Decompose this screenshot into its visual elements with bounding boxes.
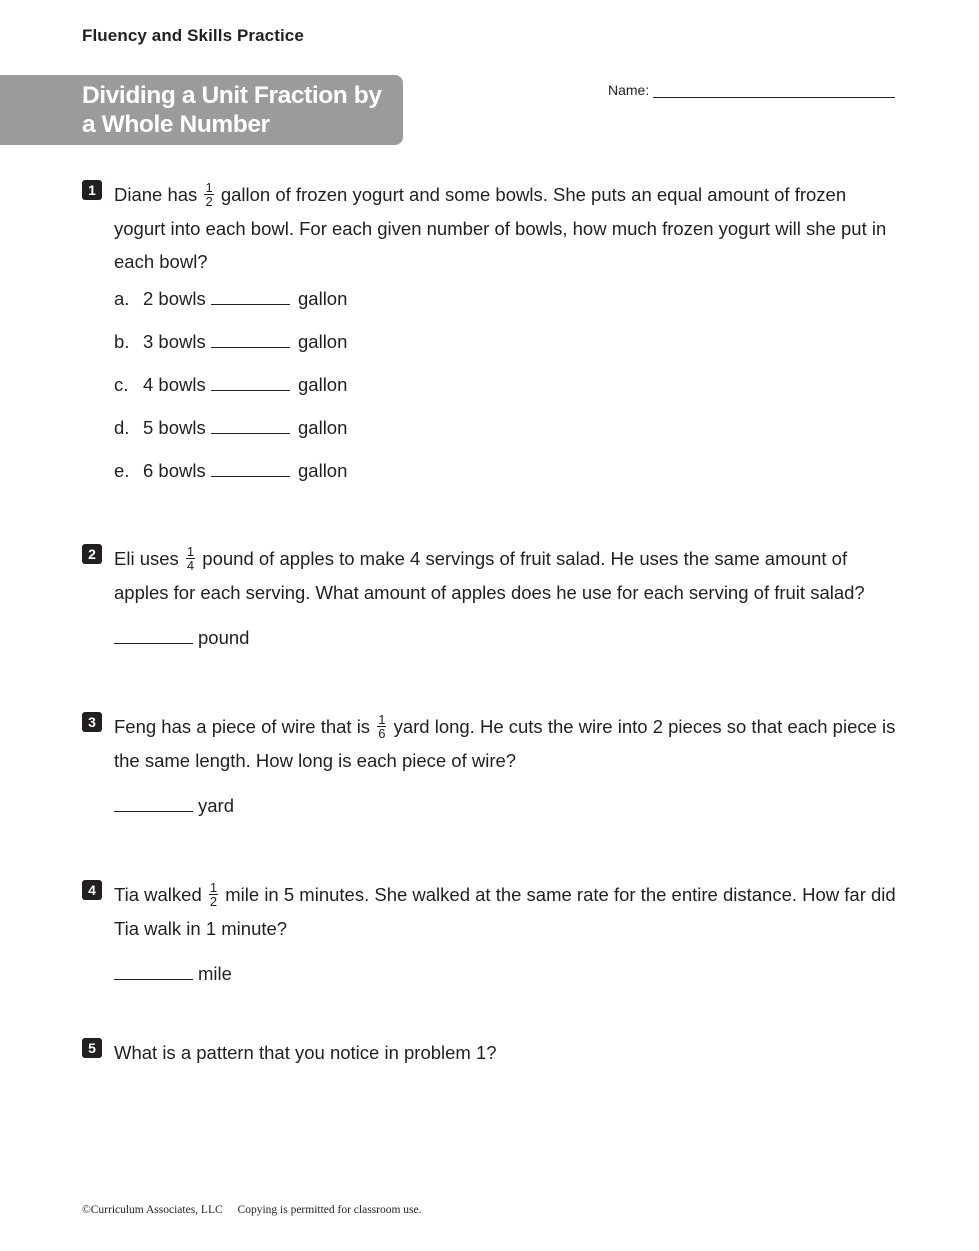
part-b	[114, 331, 897, 374]
part-letter: e.	[114, 459, 130, 481]
part-label: 2 bowls	[143, 287, 206, 309]
part-letter: c.	[114, 373, 129, 395]
problem-2	[82, 542, 897, 649]
section-label: Fluency and Skills Practice	[82, 26, 304, 45]
copyright: ©Curriculum Associates, LLC	[82, 1204, 223, 1216]
fraction-numerator: 1	[209, 879, 218, 895]
permission-note: Copying is permitted for classroom use.	[237, 1204, 422, 1216]
fraction-denominator: 6	[378, 725, 386, 741]
fraction-numerator: 1	[186, 543, 195, 559]
answer-unit: pound	[198, 627, 250, 648]
answer-blank[interactable]	[211, 461, 290, 477]
title-line-2: a Whole Number	[82, 111, 270, 138]
part-label: 3 bowls	[143, 330, 206, 352]
fraction	[209, 881, 218, 908]
part-unit: gallon	[298, 459, 348, 481]
part-letter: d.	[114, 416, 130, 438]
name-label: Name:	[608, 82, 650, 98]
fraction-numerator: 1	[205, 179, 213, 195]
part-e	[114, 460, 897, 503]
problem-number-badge: 1	[82, 180, 102, 200]
problem-4	[82, 878, 897, 985]
problem-text-before: Feng has a piece of wire that is	[114, 716, 371, 737]
page-title	[0, 75, 403, 145]
part-a	[114, 288, 897, 331]
name-input-line[interactable]	[653, 83, 895, 98]
answer-row	[114, 963, 897, 985]
problem-text	[114, 710, 897, 777]
problem-3	[82, 710, 897, 817]
answer-row	[114, 795, 897, 817]
part-letter: a.	[114, 287, 130, 309]
part-label: 6 bowls	[143, 459, 206, 481]
answer-blank[interactable]	[114, 628, 193, 644]
problem-text-after: pound of apples to make 4 servings of fruit salad. He uses the same amount of apples for each serving. What amount of apples does he use for each serving of fruit salad?	[114, 548, 865, 603]
problem-text	[114, 542, 897, 609]
fraction-denominator: 4	[186, 557, 195, 573]
part-unit: gallon	[298, 287, 348, 309]
part-label: 4 bowls	[143, 373, 206, 395]
answer-blank[interactable]	[114, 964, 193, 980]
fraction-numerator: 1	[378, 711, 386, 727]
problem-number-badge: 4	[82, 880, 102, 900]
part-unit: gallon	[298, 330, 348, 352]
answer-unit: yard	[198, 795, 234, 816]
problem-text-before: Tia walked	[114, 884, 202, 905]
fraction	[377, 713, 386, 740]
problem-text-after: gallon of frozen yogurt and some bowls. She puts an equal amount of frozen yogurt into each bowl. For each given number of bowls, how much frozen yogurt will she put in each bowl?	[114, 184, 887, 272]
footer	[82, 1204, 422, 1216]
problem-text-after: yard long. He cuts the wire into 2 pieces so that each piece is the same length. How long is each piece of wire?	[114, 716, 896, 771]
problem-number-badge: 5	[82, 1038, 102, 1058]
problem-text-before: Eli uses	[114, 548, 179, 569]
fraction	[204, 181, 213, 208]
problem-text: What is a pattern that you notice in problem 1?	[114, 1042, 497, 1063]
answer-blank[interactable]	[211, 418, 290, 434]
problem-text	[114, 878, 897, 945]
answer-blank[interactable]	[211, 375, 290, 391]
problem-1	[82, 178, 897, 503]
part-d	[114, 417, 897, 460]
part-c	[114, 374, 897, 417]
part-unit: gallon	[298, 416, 348, 438]
problem-5	[82, 1036, 897, 1070]
problem-number-badge: 3	[82, 712, 102, 732]
title-line-1: Dividing a Unit Fraction by	[82, 82, 382, 109]
fraction-denominator: 2	[209, 893, 218, 909]
answer-unit: mile	[198, 963, 232, 984]
part-letter: b.	[114, 330, 130, 352]
problem-text	[114, 178, 897, 279]
part-unit: gallon	[298, 373, 348, 395]
answer-blank[interactable]	[211, 332, 290, 348]
answer-blank[interactable]	[211, 289, 290, 305]
part-label: 5 bowls	[143, 416, 206, 438]
answer-row	[114, 627, 897, 649]
fraction	[186, 545, 195, 572]
name-field	[608, 82, 895, 98]
answer-blank[interactable]	[114, 796, 193, 812]
problem-text-before: Diane has	[114, 184, 198, 205]
problem-parts	[114, 288, 897, 503]
problem-number-badge: 2	[82, 544, 102, 564]
fraction-denominator: 2	[205, 193, 213, 209]
problem-text-after: mile in 5 minutes. She walked at the same rate for the entire distance. How far did Tia walk in 1 minute?	[114, 884, 896, 939]
